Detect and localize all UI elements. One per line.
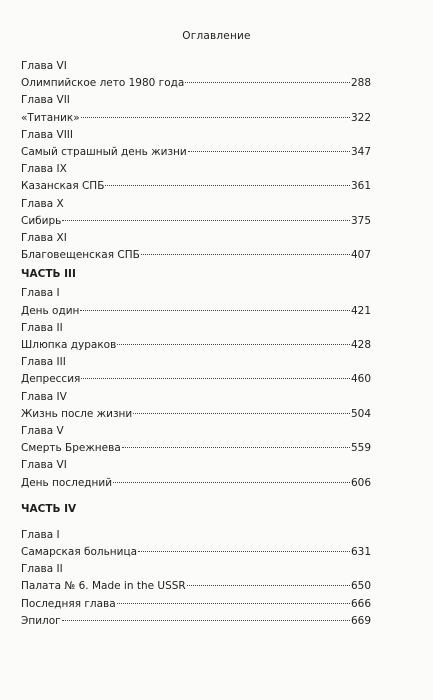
toc-entry-title: «Титаник» [21,111,80,124]
toc-entry [21,110,371,127]
toc-entry [21,144,371,161]
toc-entry-title: Депрессия [21,373,81,386]
toc-chapter-label: Глава I [21,287,60,300]
toc-entry-title: Казанская СПБ [21,180,105,193]
toc-entry-title: Шлюпка дураков [21,339,117,351]
toc-page-number: 669 [350,614,371,627]
dot-leader [117,344,350,345]
toc-page-number: 421 [350,304,371,317]
toc-chapter-label: Глава V [21,424,64,437]
toc-part-heading: ЧАСТЬ III [21,268,76,281]
toc-page-number: 322 [350,111,371,124]
dot-leader [141,254,350,255]
dot-leader [138,551,350,552]
toc-page-number: 375 [350,214,371,227]
toc-page-number: 650 [350,580,371,593]
toc-part-heading: ЧАСТЬ IV [21,502,77,515]
dot-leader [187,585,350,586]
toc-entry-title: Эпилог [21,614,61,627]
page-header-title: Оглавление [182,30,251,42]
toc-entry-title: Смерть Брежнева [21,442,121,455]
toc-chapter-label: Глава II [21,563,63,576]
toc-entry [21,303,371,320]
toc-page-number: 407 [350,249,371,262]
dot-leader [133,413,350,414]
dot-leader [62,220,350,221]
toc-page-number: 428 [350,339,371,351]
toc-entry [21,406,371,423]
toc-entry [21,178,371,195]
toc-page-number: 347 [350,145,371,158]
toc-chapter-label: Глава X [21,197,64,210]
toc-entry-title: День последний [21,476,113,489]
toc-entry [21,371,371,388]
toc-page-number: 559 [350,442,371,455]
dot-leader [81,117,350,118]
toc-entry [21,337,371,354]
table-of-contents [21,58,371,630]
toc-page-number: 666 [350,597,371,610]
toc-entry-title: Сибирь [21,214,62,227]
dot-leader [80,310,350,311]
toc-entry-title: Палата № 6. Made in the USSR [21,580,186,593]
toc-entry-title: Олимпийское лето 1980 года [21,77,185,90]
toc-entry [21,213,371,230]
dot-leader [105,185,350,186]
toc-entry [21,544,371,561]
dot-leader [185,82,350,83]
toc-entry [21,247,371,264]
toc-entry [21,613,371,630]
toc-page-number: 504 [350,407,371,420]
toc-page-number: 460 [350,373,371,386]
toc-chapter-label: Глава II [21,321,63,334]
toc-page-number: 606 [350,476,371,489]
toc-chapter-label: Глава VI [21,459,67,472]
toc-chapter-label: Глава IX [21,163,67,176]
toc-page-number: 631 [350,546,371,559]
dot-leader [122,447,350,448]
toc-chapter-label: Глава VIII [21,128,73,141]
toc-page-number: 361 [350,180,371,193]
toc-entry-title: День один [21,304,80,317]
toc-entry-title: Жизнь после жизни [21,407,133,420]
dot-leader [113,482,350,483]
toc-chapter-label: Глава III [21,356,66,369]
toc-chapter-label: Глава VII [21,94,70,107]
toc-page-number: 288 [350,77,371,90]
dot-leader [117,603,350,604]
toc-entry [21,578,371,595]
toc-entry [21,75,371,92]
toc-entry-title: Самый страшный день жизни [21,145,187,158]
toc-entry [21,596,371,613]
toc-chapter-label: Глава XI [21,231,67,244]
dot-leader [62,620,350,621]
toc-entry-title: Самарская больница [21,546,138,559]
dot-leader [81,378,350,379]
toc-entry [21,440,371,457]
toc-chapter-label: Глава I [21,528,60,541]
toc-chapter-label: Глава IV [21,390,67,403]
dot-leader [188,151,350,152]
toc-chapter-label: Глава VI [21,60,67,72]
toc-entry-title: Последняя глава [21,597,116,610]
toc-entry-title: Благовещенская СПБ [21,249,140,262]
toc-entry [21,475,371,492]
